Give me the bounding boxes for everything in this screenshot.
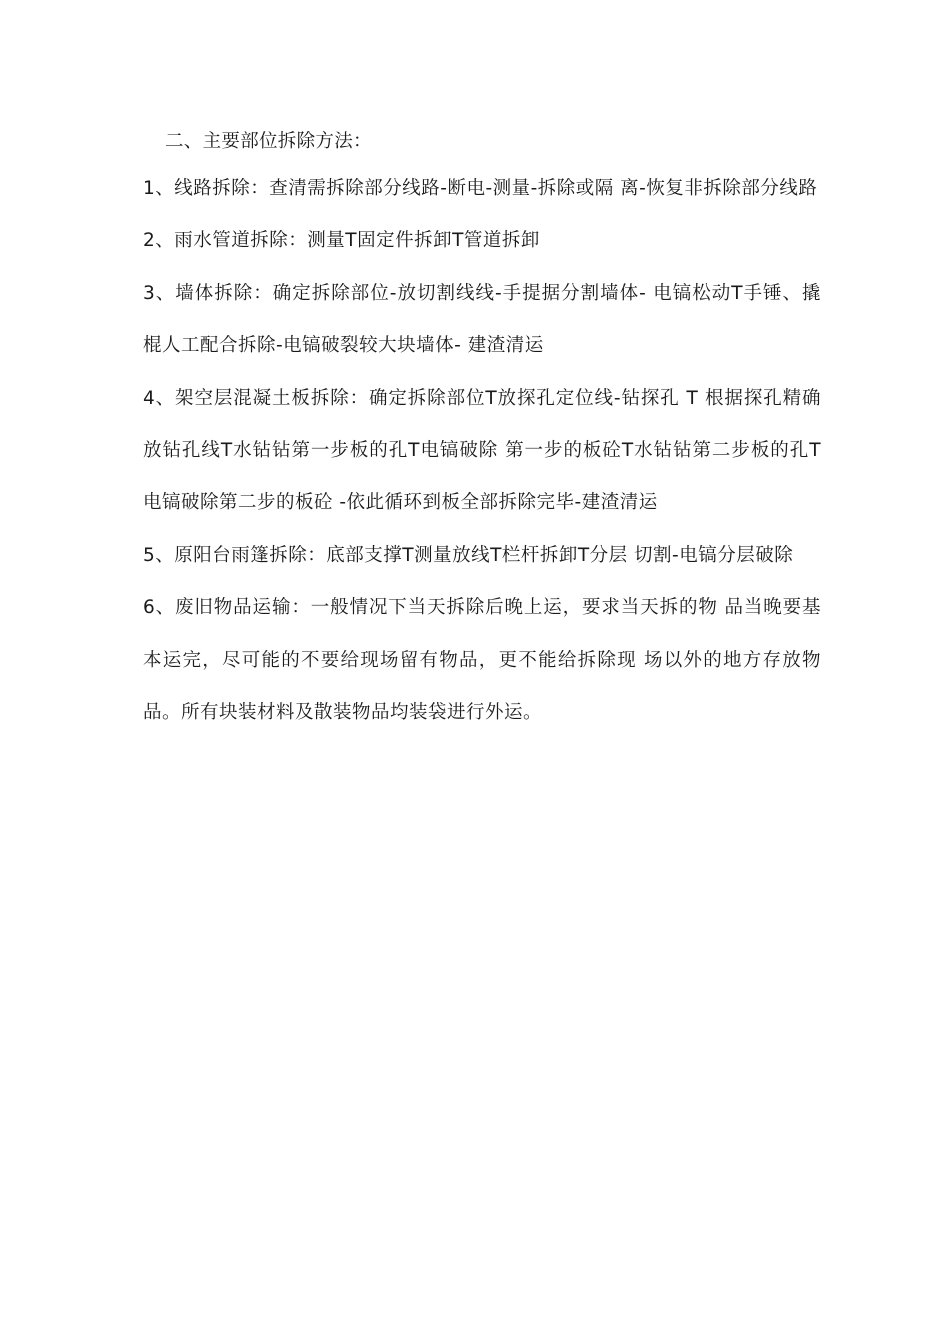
list-item-3: 3、墙体拆除：确定拆除部位-放切割线线-手提据分割墙体- 电镐松动T手锤、撬棍人工配合拆除-电镐破裂较大块墙体- 建渣清运 [143, 282, 821, 357]
list-item-5: 5、原阳台雨篷拆除：底部支撑T测量放线T栏杆拆卸T分层 切割-电镐分层破除 [143, 544, 794, 566]
list-item-6: 6、废旧物品运输：一般情况下当天拆除后晚上运，要求当天拆的物 品当晚要基本运完，尽可能的不要给现场留有物品，更不能给拆除现 场以外的地方存放物品。所有块装材料及散装物品均装袋进行外运。 [143, 597, 821, 724]
list-item-1: 1、线路拆除：查清需拆除部分线路-断电-测量-拆除或隔 离-恢复非拆除部分线路 [143, 178, 818, 199]
list-item-2: 2、雨水管道拆除：测量T固定件拆卸T管道拆卸 [143, 230, 540, 252]
document-body [143, 120, 821, 739]
list-item-4: 4、架空层混凝土板拆除：确定拆除部位T放探孔定位线-钻探孔 T 根据探孔精确放钻孔线T水钻钻第一步板的孔T电镐破除 第一步的板砼T水钻钻第二步板的孔T电镐破除第二步的板砼 -依此循环到板全部拆除完毕-建渣清运 [143, 387, 821, 514]
section-heading: 二、主要部位拆除方法： [165, 131, 372, 152]
